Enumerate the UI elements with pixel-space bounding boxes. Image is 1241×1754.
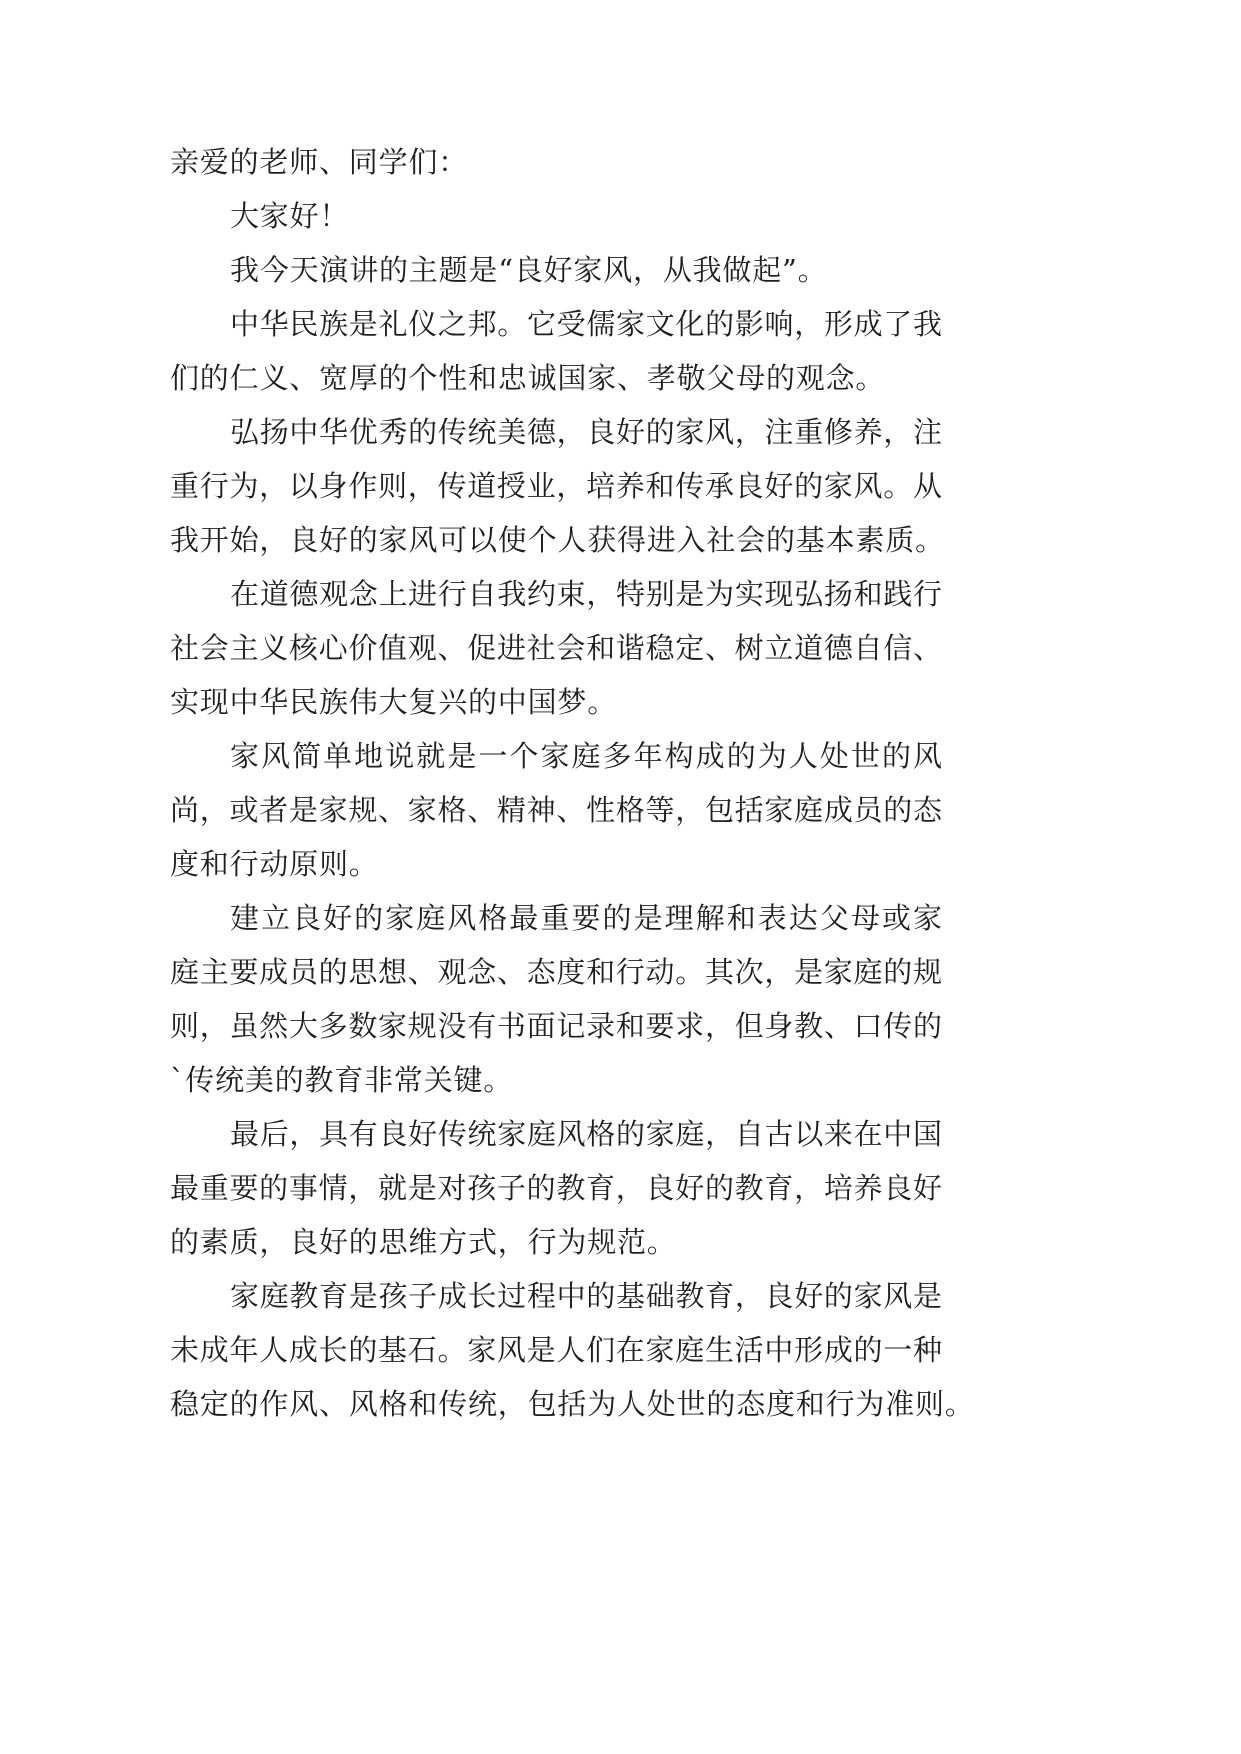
- paragraph-line: 弘扬中华优秀的传统美德，良好的家风，注重修养，注: [230, 415, 942, 449]
- paragraph: [170, 729, 1241, 891]
- paragraph-line: 尚，或者是家规、家格、精神、性格等，包括家庭成员的态: [170, 793, 942, 827]
- paragraph: [170, 1107, 1241, 1269]
- paragraph-line: 大家好！: [230, 199, 350, 233]
- paragraph-line: 则，虽然大多数家规没有书面记录和要求，但身教、口传的: [170, 1009, 942, 1043]
- paragraph: [170, 405, 1241, 567]
- paragraph-line: 我今天演讲的主题是“良好家风，从我做起”。: [230, 253, 828, 287]
- paragraph-line: 们的仁义、宽厚的个性和忠诚国家、孝敬父母的观念。: [170, 361, 886, 395]
- salutation: 亲爱的老师、同学们：: [170, 145, 469, 179]
- paragraph-greeting: [170, 189, 1241, 243]
- paragraph-line: 重行为，以身作则，传道授业，培养和传承良好的家风。从: [170, 469, 942, 503]
- paragraph: [170, 1269, 1241, 1431]
- paragraph-line: 庭主要成员的思想、观念、态度和行动。其次，是家庭的规: [170, 955, 942, 989]
- paragraph-line: 度和行动原则。: [170, 847, 379, 881]
- paragraph-line: 社会主义核心价值观、促进社会和谐稳定、树立道德自信、: [170, 631, 942, 665]
- paragraph-line: 稳定的作风、风格和传统，包括为人处世的态度和行为准则。: [170, 1387, 975, 1421]
- paragraph: [170, 891, 1241, 1107]
- paragraph: [170, 297, 1241, 405]
- paragraph-line: 中华民族是礼仪之邦。它受儒家文化的影响，形成了我: [230, 307, 942, 341]
- paragraph-line: 的素质，良好的思维方式，行为规范。: [170, 1225, 677, 1259]
- paragraph-line: 我开始，良好的家风可以使个人获得进入社会的基本素质。: [170, 523, 945, 557]
- paragraph-line: 最重要的事情，就是对孩子的教育，良好的教育，培养良好: [170, 1171, 942, 1205]
- paragraph: [170, 567, 1241, 729]
- paragraph-line: 实现中华民族伟大复兴的中国梦。: [170, 685, 618, 719]
- paragraph-line: 家风简单地说就是一个家庭多年构成的为人处世的风: [230, 739, 942, 773]
- paragraph-line: `传统美的教育非常关键。: [170, 1063, 514, 1097]
- paragraph-line: 未成年人成长的基石。家风是人们在家庭生活中形成的一种: [170, 1333, 942, 1367]
- paragraph-line: 建立良好的家庭风格最重要的是理解和表达父母或家: [230, 901, 942, 935]
- paragraph-line: 在道德观念上进行自我约束，特别是为实现弘扬和践行: [230, 577, 942, 611]
- paragraph-line: 最后，具有良好传统家庭风格的家庭，自古以来在中国: [230, 1117, 942, 1151]
- paragraph-topic: [170, 243, 1241, 297]
- paragraph-line: 家庭教育是孩子成长过程中的基础教育，良好的家风是: [230, 1279, 942, 1313]
